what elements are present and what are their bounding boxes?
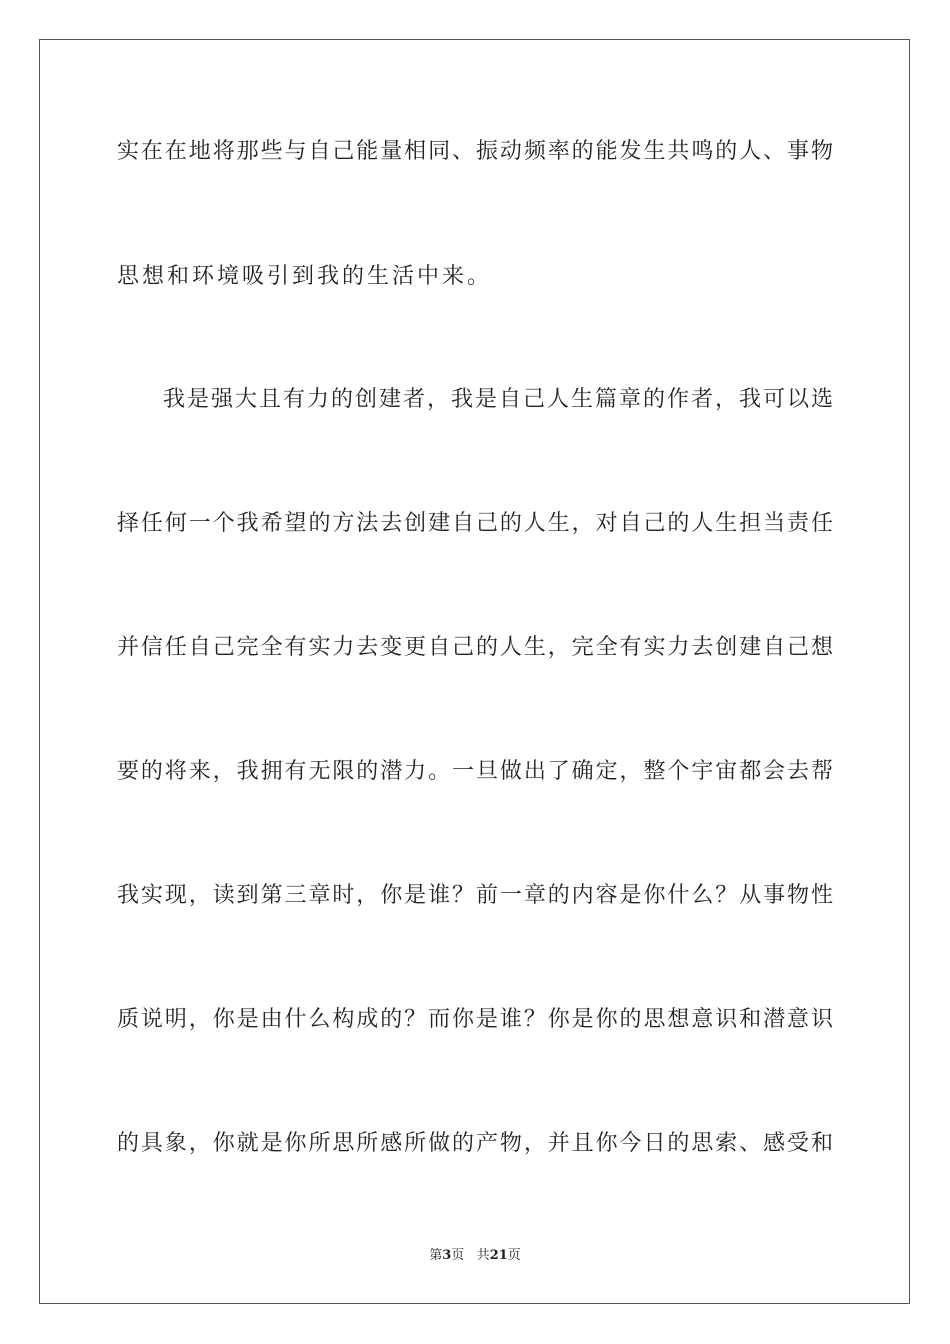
page-number: 3 [442,1248,452,1263]
text-line: 实在在地将那些与自己能量相同、振动频率的能发生共鸣的人、事物 [117,139,833,164]
text-line: 质说明，你是由什么构成的？而你是谁？你是你的思想意识和潜意识 [117,1007,833,1032]
page-border [39,39,910,1304]
paragraph-first-line: 我是强大且有力的创建者，我是自己人生篇章的作者，我可以选 [163,387,833,412]
text-line: 我实现，读到第三章时，你是谁？前一章的内容是你什么？从事物性 [117,883,833,908]
text-line: 要的将来，我拥有无限的潜力。一旦做出了确定，整个宇宙都会去帮 [117,759,833,784]
page-prefix: 第 [429,1248,443,1263]
total-suffix: 页 [507,1248,521,1263]
text-line: 择任何一个我希望的方法去创建自己的人生，对自己的人生担当责任 [117,511,833,536]
page-suffix: 页 [451,1248,465,1263]
total-pages: 21 [489,1248,508,1263]
text-line: 思想和环境吸引到我的生活中来。 [117,264,493,289]
text-line: 并信任自己完全有实力去变更自己的人生，完全有实力去创建自己想 [117,635,833,660]
page-footer [0,1247,950,1265]
text-line: 的具象，你就是你所思所感所做的产物，并且你今日的思索、感受和 [117,1131,833,1156]
total-prefix: 共 [476,1248,490,1263]
